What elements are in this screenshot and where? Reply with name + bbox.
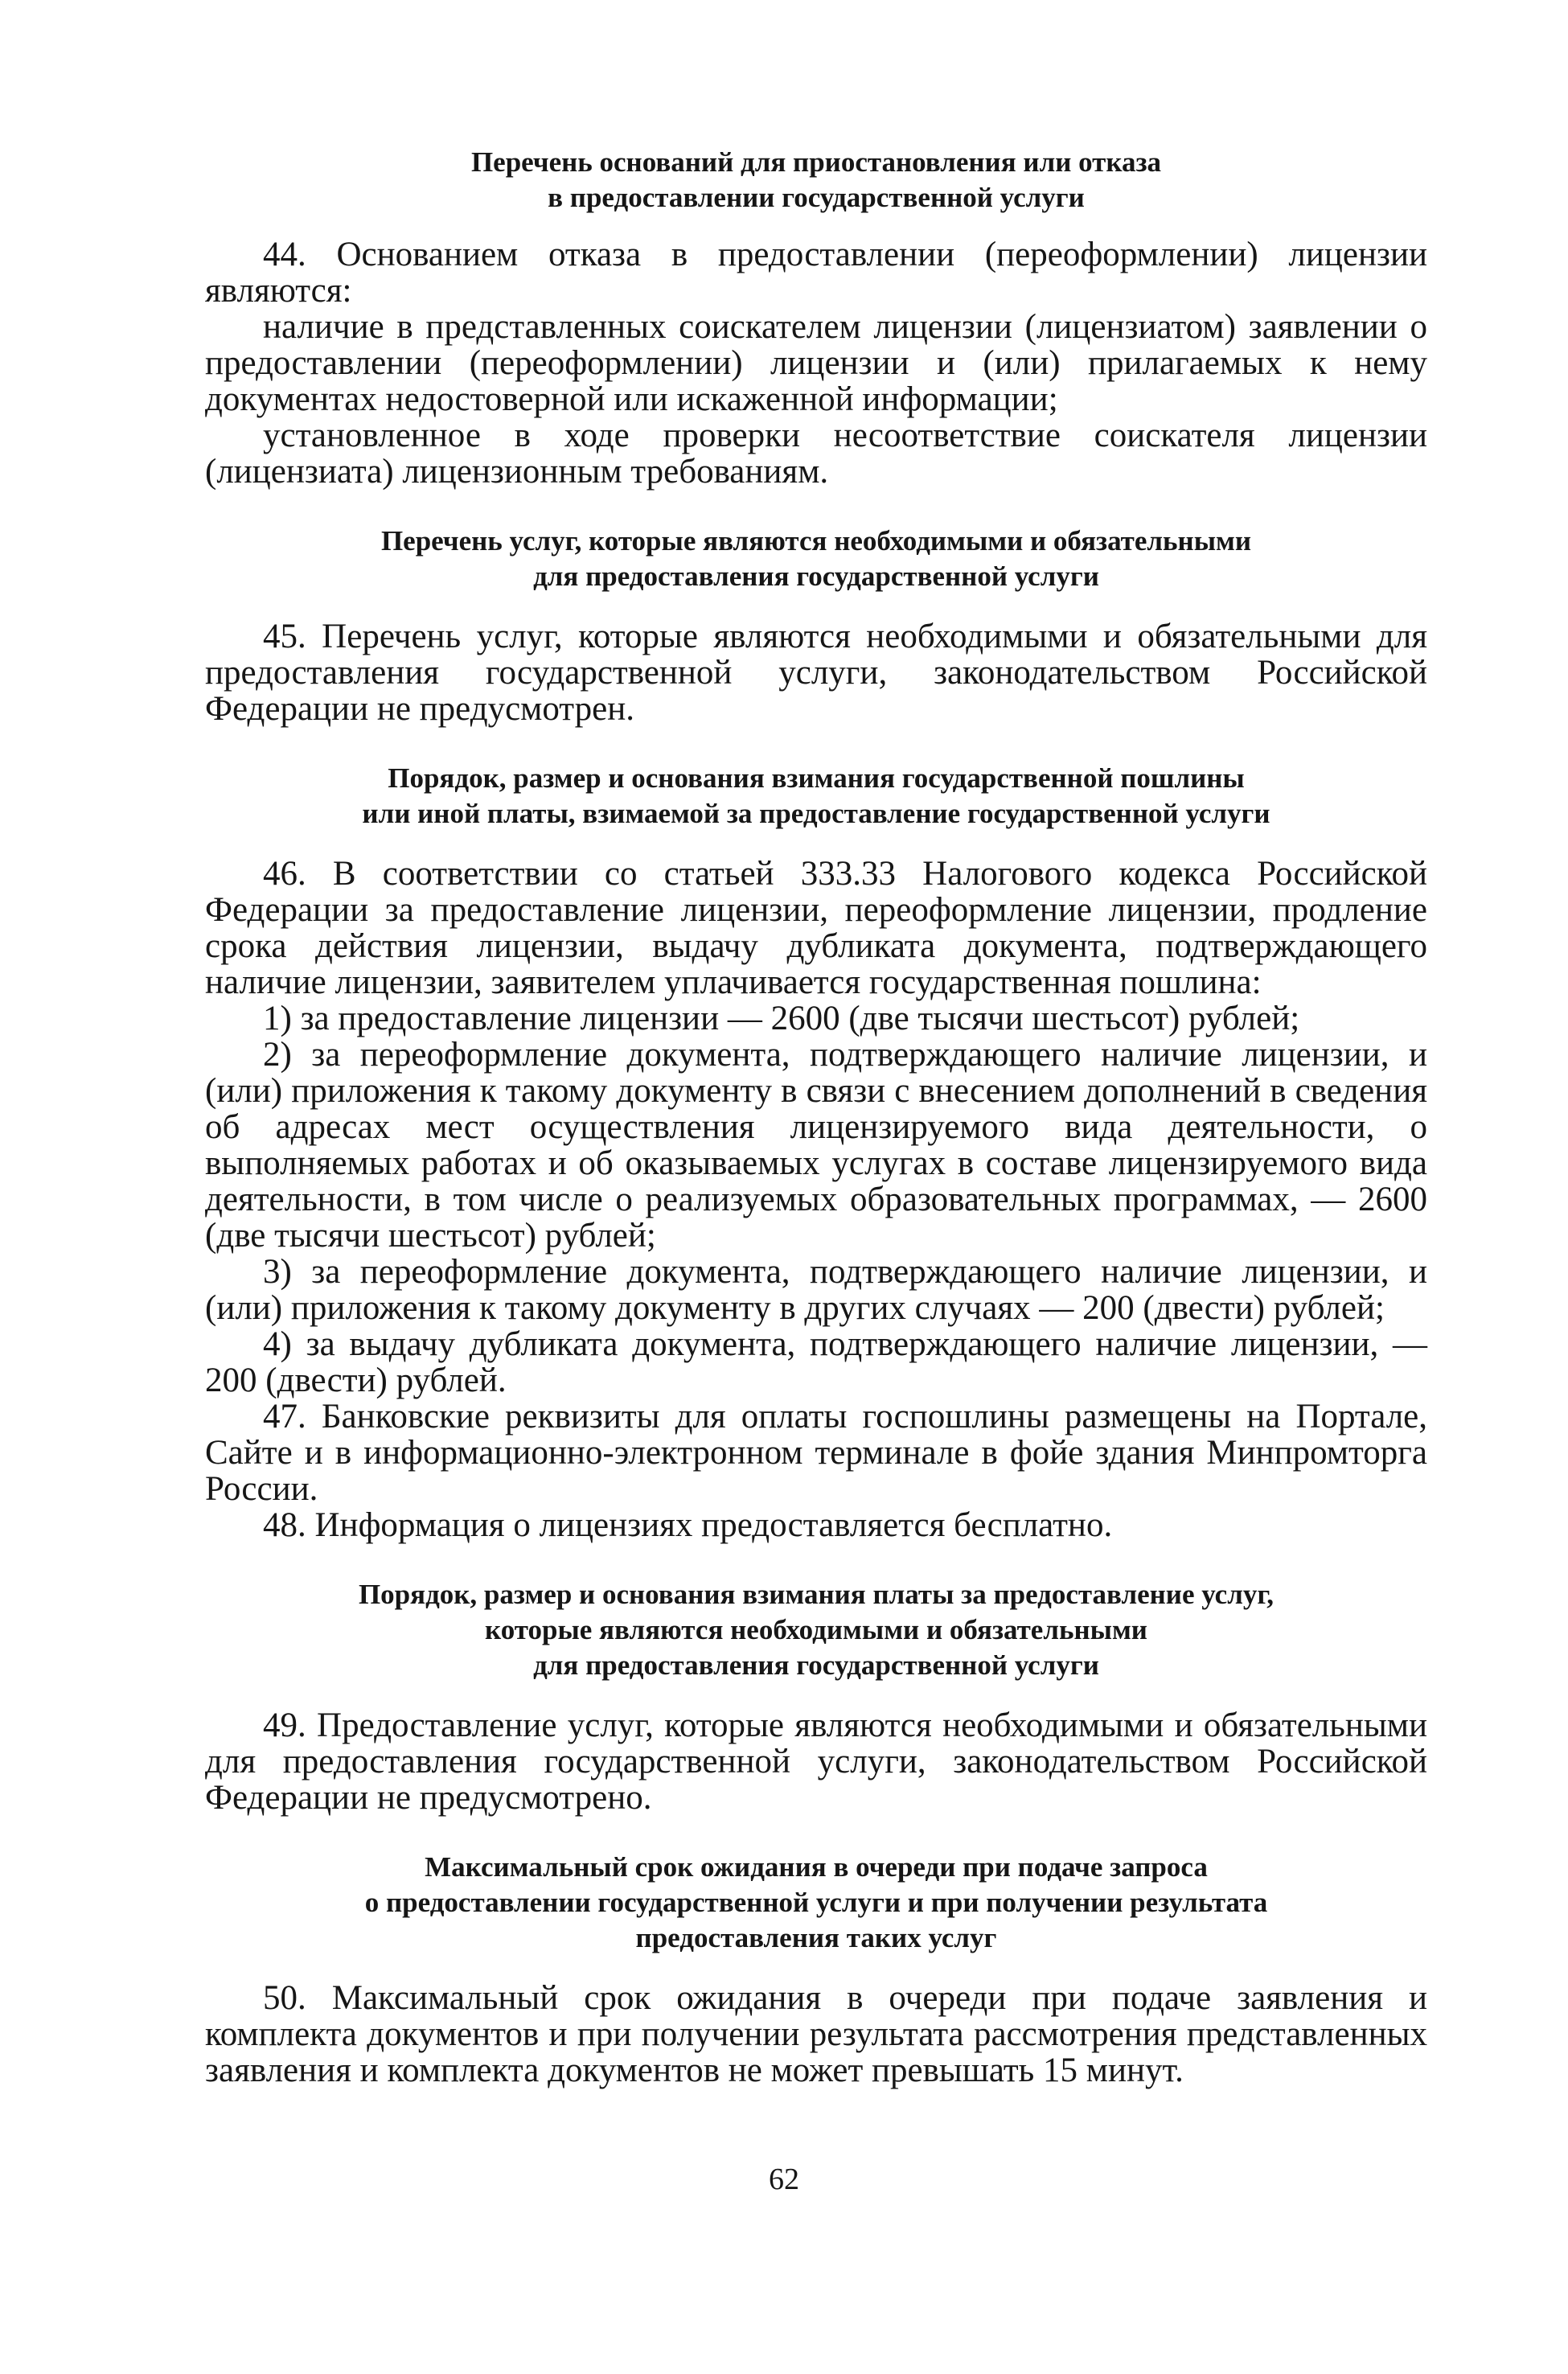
paragraph-48: 48. Информация о лицензиях предоставляется бесплатно.	[263, 1506, 1113, 1544]
section-heading: Порядок, размер и основания взимания государственной пошлины или иной платы, взимаемой за предоставление государственной услуги	[362, 762, 1270, 829]
list-item: 3) за переоформление документа, подтверждающего наличие лицензии, и (или) приложения к такому документу в других случаях — 200 (двести) рублей;	[205, 1253, 1427, 1327]
list-item: 1) за предоставление лицензии — 2600 (две тысячи шестьсот) рублей;	[263, 1000, 1300, 1037]
paragraph-44: 44. Основанием отказа в предоставлении (переоформлении) лицензии являются:	[205, 236, 1427, 310]
paragraph: наличие в представленных соискателем лицензии (лицензиатом) заявлении о предоставлении (переоформлении) лицензии и (или) прилагаемых к нему документах недостоверной или искаженной информации;	[205, 308, 1427, 418]
section-heading: Перечень оснований для приостановления или отказа в предоставлении государственной услуги	[470, 146, 1162, 213]
section-heading: Порядок, размер и основания взимания платы за предоставление услуг, которые являются необходимыми и обязательными для предоставления государственной услуги	[358, 1579, 1275, 1681]
page-number: 62	[769, 2162, 799, 2196]
list-item: 2) за переоформление документа, подтверждающего наличие лицензии, и (или) приложения к такому документу в связи с внесением дополнений в сведения об адресах мест осуществления лицензируемого вида деятельности, о выполняемых работах и об оказываемых услугах в составе лицензируемого вида деятельности, в том числе о реализуемых образовательных программах, — 2600 (две тысячи шестьсот) рублей;	[205, 1036, 1427, 1255]
list-item: 4) за выдачу дубликата документа, подтверждающего наличие лицензии, — 200 (двести) рублей.	[205, 1325, 1427, 1399]
paragraph-46: 46. В соответствии со статьей 333.33 Налогового кодекса Российской Федерации за предоставление лицензии, переоформление лицензии, продление срока действия лицензии, выдачу дубликата документа, подтверждающего наличие лицензии, заявителем уплачивается государственная пошлина:	[205, 855, 1427, 1001]
paragraph-50: 50. Максимальный срок ожидания в очереди при подаче заявления и комплекта документов и при получении результата рассмотрения представленных заявления и комплекта документов не может превышать 15 минут.	[205, 1979, 1427, 2089]
document-page	[205, 145, 1427, 2089]
section-heading: Максимальный срок ожидания в очереди при подаче запроса о предоставлении государственной услуги и при получении результата предоставления таких услуг	[364, 1851, 1268, 1953]
paragraph-45: 45. Перечень услуг, которые являются необходимыми и обязательными для предоставления государственной услуги, законодательством Российской Федерации не предусмотрен.	[205, 618, 1427, 728]
section-heading: Перечень услуг, которые являются необходимыми и обязательными для предоставления государственной услуги	[380, 525, 1252, 592]
paragraph-49: 49. Предоставление услуг, которые являются необходимыми и обязательными для предоставления государственной услуги, законодательством Российской Федерации не предусмотрено.	[205, 1707, 1427, 1817]
paragraph: установленное в ходе проверки несоответствие соискателя лицензии (лицензиата) лицензионным требованиям.	[205, 417, 1427, 491]
paragraph-47: 47. Банковские реквизиты для оплаты госпошлины размещены на Портале, Сайте и в информационно-электронном терминале в фойе здания Минпромторга России.	[205, 1398, 1427, 1508]
